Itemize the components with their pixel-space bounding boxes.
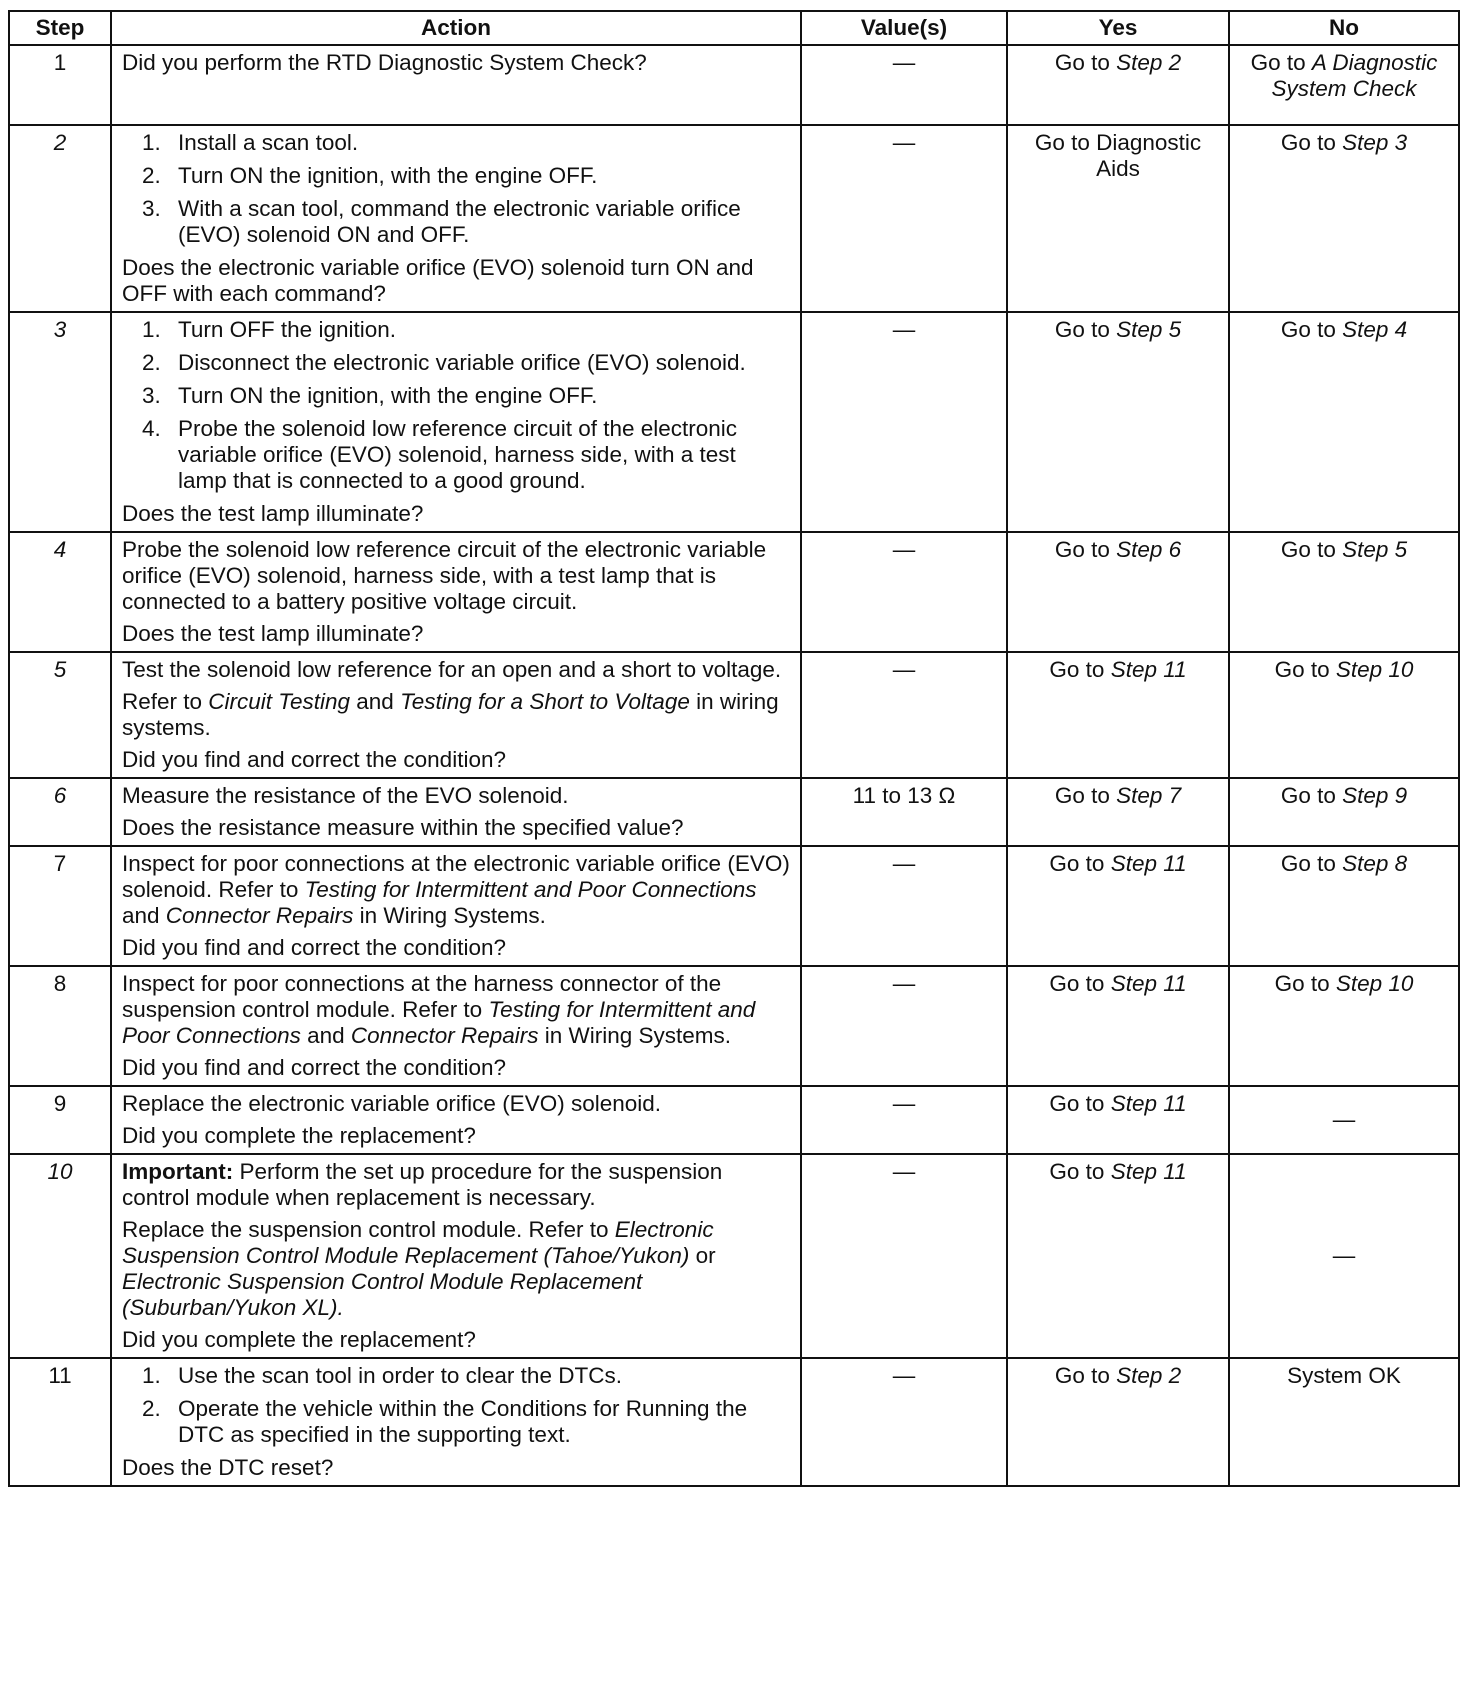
yes-cell: Go to Step 7 [1007, 778, 1229, 846]
diagnostic-table [8, 10, 1460, 1487]
table-row [9, 45, 1459, 125]
value-cell: — [801, 1358, 1007, 1486]
action-steps [122, 1363, 790, 1448]
yes-cell: Go to Diagnostic Aids [1007, 125, 1229, 312]
value-cell: — [801, 45, 1007, 125]
value-cell: — [801, 125, 1007, 312]
yes-cell: Go to Step 11 [1007, 846, 1229, 966]
no-cell: Go to Step 4 [1229, 312, 1459, 532]
step-number: 10 [9, 1154, 111, 1358]
value-cell: — [801, 1086, 1007, 1154]
table-row [9, 652, 1459, 778]
yes-cell: Go to Step 11 [1007, 1154, 1229, 1358]
list-item: 3. Turn ON the ignition, with the engine OFF. [142, 383, 598, 408]
step-number: 2 [9, 125, 111, 312]
header-step: Step [9, 11, 111, 45]
action-cell [111, 1086, 801, 1154]
step-number: 9 [9, 1086, 111, 1154]
yes-cell: Go to Step 5 [1007, 312, 1229, 532]
no-cell: Go to Step 10 [1229, 652, 1459, 778]
list-item: 2. Disconnect the electronic variable orifice (EVO) solenoid. [142, 350, 746, 375]
value-cell: — [801, 532, 1007, 652]
header-values: Value(s) [801, 11, 1007, 45]
action-question: Did you complete the replacement? [122, 1327, 476, 1352]
action-cell [111, 846, 801, 966]
step-number: 6 [9, 778, 111, 846]
value-cell: — [801, 652, 1007, 778]
yes-cell: Go to Step 2 [1007, 1358, 1229, 1486]
step-number: 5 [9, 652, 111, 778]
action-question: Did you find and correct the condition? [122, 935, 506, 960]
table-row [9, 846, 1459, 966]
table-row [9, 1154, 1459, 1358]
action-question: Did you perform the RTD Diagnostic System Check? [122, 50, 647, 75]
no-cell: — [1229, 1086, 1459, 1154]
step-number: 3 [9, 312, 111, 532]
no-cell: Go to Step 8 [1229, 846, 1459, 966]
yes-cell: Go to Step 11 [1007, 652, 1229, 778]
list-item: 1. Use the scan tool in order to clear the DTCs. [142, 1363, 622, 1388]
list-item: 1. Install a scan tool. [142, 130, 359, 155]
yes-cell: Go to Step 11 [1007, 966, 1229, 1086]
action-steps [122, 130, 790, 248]
action-cell [111, 1154, 801, 1358]
action-cell [111, 125, 801, 312]
table-row [9, 966, 1459, 1086]
header-row [9, 11, 1459, 45]
action-question: Does the electronic variable orifice (EVO) solenoid turn ON and OFF with each command? [122, 255, 754, 306]
header-no: No [1229, 11, 1459, 45]
list-item: 2. Operate the vehicle within the Conditions for Running the DTC as specified in the supporting text. [142, 1396, 748, 1447]
value-cell: — [801, 846, 1007, 966]
action-question: Does the test lamp illuminate? [122, 501, 424, 526]
action-question: Does the resistance measure within the specified value? [122, 815, 684, 840]
action-question: Does the test lamp illuminate? [122, 621, 424, 646]
action-cell [111, 312, 801, 532]
no-cell: System OK [1229, 1358, 1459, 1486]
yes-cell: Go to Step 11 [1007, 1086, 1229, 1154]
step-number: 4 [9, 532, 111, 652]
yes-cell: Go to Step 2 [1007, 45, 1229, 125]
step-number: 8 [9, 966, 111, 1086]
action-text: Test the solenoid low reference for an open and a short to voltage. [122, 657, 782, 682]
step-number: 1 [9, 45, 111, 125]
action-question: Did you complete the replacement? [122, 1123, 476, 1148]
list-item: 3. With a scan tool, command the electronic variable orifice (EVO) solenoid ON and OFF. [142, 196, 741, 247]
list-item: 4. Probe the solenoid low reference circuit of the electronic variable orifice (EVO) solenoid, harness side, with a test lamp that is connected to a good ground. [142, 416, 738, 493]
action-cell [111, 45, 801, 125]
action-question: Does the DTC reset? [122, 1455, 334, 1480]
important-note: Important: Perform the set up procedure for the suspension control module when replacement is necessary. [122, 1159, 723, 1210]
table-row [9, 312, 1459, 532]
no-cell: Go to Step 3 [1229, 125, 1459, 312]
no-cell: Go to Step 5 [1229, 532, 1459, 652]
action-question: Did you find and correct the condition? [122, 1055, 506, 1080]
header-yes: Yes [1007, 11, 1229, 45]
action-text: Measure the resistance of the EVO solenoid. [122, 783, 569, 808]
list-item: 1. Turn OFF the ignition. [142, 317, 397, 342]
action-question: Did you find and correct the condition? [122, 747, 506, 772]
no-cell: Go to Step 9 [1229, 778, 1459, 846]
no-cell: Go to Step 10 [1229, 966, 1459, 1086]
table-row [9, 778, 1459, 846]
table-row [9, 1358, 1459, 1486]
action-text: Inspect for poor connections at the electronic variable orifice (EVO) solenoid. Refer to Testing for Intermittent and Poor Connections and Connector Repairs in Wiring Systems. [122, 851, 790, 928]
action-cell [111, 532, 801, 652]
step-number: 7 [9, 846, 111, 966]
action-text: Probe the solenoid low reference circuit of the electronic variable orifice (EVO) solenoid, harness side, with a test lamp that is connected to a battery positive voltage circuit. [122, 537, 767, 614]
action-text: Inspect for poor connections at the harness connector of the suspension control module. Refer to Testing for Intermittent and Poor Connections and Connector Repairs in Wiring Systems. [122, 971, 756, 1048]
table-row [9, 532, 1459, 652]
value-cell: — [801, 1154, 1007, 1358]
step-number: 11 [9, 1358, 111, 1486]
no-cell: Go to A Diagnostic System Check [1229, 45, 1459, 125]
action-cell [111, 1358, 801, 1486]
action-cell [111, 652, 801, 778]
list-item: 2. Turn ON the ignition, with the engine OFF. [142, 163, 598, 188]
action-text: Replace the electronic variable orifice (EVO) solenoid. [122, 1091, 662, 1116]
action-cell [111, 966, 801, 1086]
table-row [9, 125, 1459, 312]
value-cell: 11 to 13 Ω [801, 778, 1007, 846]
header-action: Action [111, 11, 801, 45]
table-row [9, 1086, 1459, 1154]
value-cell: — [801, 312, 1007, 532]
action-reference: Refer to Circuit Testing and Testing for a Short to Voltage in wiring systems. [122, 689, 779, 740]
value-cell: — [801, 966, 1007, 1086]
action-steps [122, 317, 790, 494]
action-text: Replace the suspension control module. Refer to Electronic Suspension Control Module Replacement (Tahoe/Yukon) or Electronic Suspension Control Module Replacement (Suburban/Yukon XL). [122, 1217, 716, 1320]
yes-cell: Go to Step 6 [1007, 532, 1229, 652]
action-cell [111, 778, 801, 846]
no-cell: — [1229, 1154, 1459, 1358]
